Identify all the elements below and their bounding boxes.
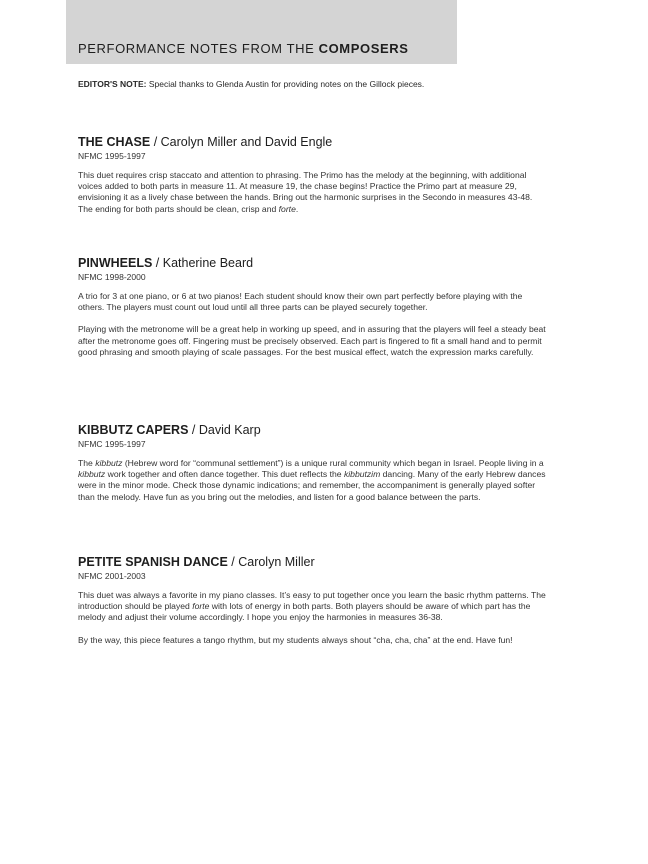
composer-name: / David Karp — [188, 423, 261, 437]
piece-title: PINWHEELS — [78, 256, 153, 270]
text-run: This duet was always a favorite in my piano classes. It’s easy to put together once you learn the basic rhythm patterns. The introduction should be played — [78, 590, 546, 612]
text-run: dancing. Many of the early Hebrew dances were in the minor mode. Check those dynamic indications; and remember, the accompaniment is generally played softer than the melody. Have fun as you bring out the melodies, and listen for a good balance between the parts. — [78, 469, 546, 502]
text-run: with lots of energy in both parts. Both players should be aware of which part has the melody and adjust their volume accordingly. I hope you enjoy the harmonies in measures 36-38. — [78, 601, 531, 623]
editor-note-text: Special thanks to Glenda Austin for providing notes on the Gillock pieces. — [146, 79, 425, 89]
page-title-bold: COMPOSERS — [318, 41, 409, 56]
piece-title: KIBBUTZ CAPERS — [78, 423, 189, 437]
piece-title: THE CHASE — [78, 135, 151, 149]
paragraph — [78, 170, 548, 215]
text-run: . — [295, 203, 299, 214]
section-title — [78, 135, 558, 150]
nfmc-years: NFMC 1998-2000 — [78, 272, 146, 282]
text-run: (Hebrew word for “communal settlement”) is a unique rural community which began in Israel. People living in a — [122, 458, 544, 468]
text-run: work together and often dance together. This duet reflects the — [105, 469, 344, 480]
section-title — [78, 555, 558, 570]
piece-title: PETITE SPANISH DANCE — [78, 555, 228, 569]
paragraph — [78, 458, 548, 503]
italic-term: kibbutzim — [343, 469, 381, 480]
page-title — [78, 41, 409, 56]
paragraph: Playing with the metronome will be a great help in working up speed, and in assuring that the players will feel a steady beat after the metronome goes off. Fingering must be precisely observed. Each part is fingered to fit a small hand and to permit good phrasing and smooth playing of scale passages. For the best musical effect, watch the expression marks carefully. — [78, 324, 546, 357]
page-title-regular: PERFORMANCE NOTES FROM THE — [78, 41, 319, 56]
editor-note-label: EDITOR'S NOTE: — [78, 79, 147, 89]
section-petite-spanish-dance — [78, 555, 558, 646]
section-title — [78, 423, 558, 438]
nfmc-years: NFMC 1995-1997 — [78, 151, 146, 161]
paragraph — [78, 590, 548, 624]
section-the-chase — [78, 135, 558, 215]
paragraph: A trio for 3 at one piano, or 6 at two pianos! Each student should know their own part perfectly before playing with the others. The players must count out loud until all three parts can be played securely together. — [78, 291, 523, 313]
nfmc-years: NFMC 2001-2003 — [78, 571, 146, 581]
paragraph: By the way, this piece features a tango rhythm, but my students always shout “cha, cha, cha” at the end. Have fun! — [78, 634, 513, 645]
nfmc-years: NFMC 1995-1997 — [78, 439, 146, 449]
composer-name: / Carolyn Miller — [227, 555, 315, 569]
text-run: This duet requires crisp staccato and attention to phrasing. The Primo has the melody at the beginning, with additional voices added to both parts in measure 11. At measure 19, the chase begins! Practice the Primo part at measure 29, envisioning it as a lively chase between the hands. Bring out the harmonic surprises in the Secondo in measures 43-48. The ending for both parts should be clean, crisp and — [78, 170, 533, 214]
italic-term: kibbutz — [95, 458, 123, 468]
section-pinwheels — [78, 256, 558, 358]
composer-name: / Carolyn Miller and David Engle — [150, 135, 333, 149]
composer-name: / Katherine Beard — [152, 256, 254, 270]
editor-note — [78, 79, 578, 89]
text-run: The — [78, 458, 96, 468]
italic-term: kibbutz — [78, 469, 106, 480]
italic-term: forte — [278, 203, 296, 214]
italic-term: forte — [192, 601, 210, 612]
section-title — [78, 256, 558, 271]
section-kibbutz-capers — [78, 423, 558, 503]
